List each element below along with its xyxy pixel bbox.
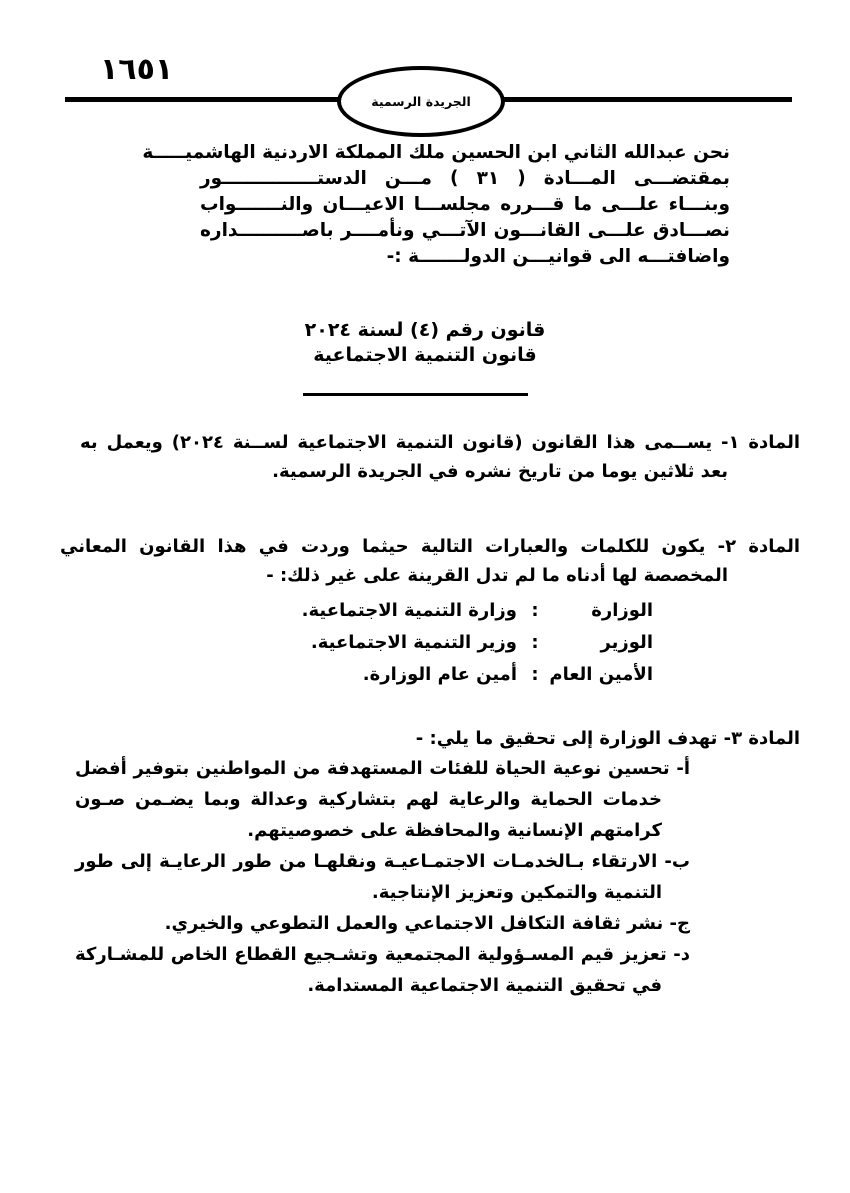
royal-preamble xyxy=(142,140,731,270)
article-2 xyxy=(60,532,800,590)
definition-colon: : xyxy=(531,664,539,685)
definition-meaning: وزير التنمية الاجتماعية. xyxy=(310,632,517,653)
definition-term: الأمين العام xyxy=(549,664,653,685)
preamble-line: نحن عبدالله الثاني ابن الحسين ملك المملكة الاردنية الهاشميـــــة xyxy=(142,142,730,163)
gazette-name: الجريدة الرسمية xyxy=(371,94,471,109)
preamble-line: بمقتضـــى المـــادة ( ٣١ ) مـــن الدستـــــــــــــــور xyxy=(200,168,731,189)
objective-item xyxy=(75,939,690,1001)
definition-row xyxy=(302,627,653,659)
definition-colon: : xyxy=(531,632,539,653)
objective-line: خدمات الحماية والرعاية لهم بتشاركية وعدالة وبما يضـمن صـون xyxy=(75,789,662,810)
article-line: المخصصة لها أدناه ما لم تدل القرينة على غير ذلك: - xyxy=(266,565,728,586)
objective-item xyxy=(75,753,690,846)
article-heading: المادة ٣- تهدف الوزارة إلى تحقيق ما يلي: - xyxy=(415,728,800,749)
law-name: قانون التنمية الاجتماعية xyxy=(313,344,537,366)
definition-term: الوزارة xyxy=(591,600,653,621)
page-number: ١٦٥١ xyxy=(100,52,174,87)
preamble-line: واضافتـــه الى قوانيـــن الدولـــــــة :- xyxy=(386,246,730,267)
definition-meaning: وزارة التنمية الاجتماعية. xyxy=(301,600,517,621)
objective-item xyxy=(75,908,690,939)
objective-item xyxy=(75,846,690,908)
objective-line: في تحقيق التنمية الاجتماعية المستدامة. xyxy=(307,975,662,996)
objective-line: أ- تحسين نوعية الحياة للفئات المستهدفة من المواطنين بتوفير أفضل xyxy=(75,758,690,779)
article-3 xyxy=(60,724,800,753)
law-number: قانون رقم (٤) لسنة ٢٠٢٤ xyxy=(304,319,546,341)
article-line: المادة ٢- يكون للكلمات والعبارات التالية حيثما وردت في هذا القانون المعاني xyxy=(60,536,800,557)
objective-line: ب- الارتقاء بـالخدمـات الاجتمـاعيـة ونقلهـا من طور الرعايـة إلى طور xyxy=(75,851,690,872)
definition-row xyxy=(302,659,653,691)
article-line: المادة ١- يســمى هذا القانون (قانون التنمية الاجتماعية لســنة ٢٠٢٤) ويعمل به xyxy=(80,432,800,453)
definition-row xyxy=(302,595,653,627)
definition-colon: : xyxy=(531,600,539,621)
law-title xyxy=(290,318,560,368)
preamble-line: نصـــادق علـــى القانـــون الآتـــي ونأمــــر باصــــــــــداره xyxy=(200,220,730,241)
definitions-list xyxy=(302,595,653,691)
objectives-list xyxy=(75,753,690,1001)
preamble-line: وبنـــاء علـــى ما قـــرره مجلســـا الاعيـــان والنـــــــواب xyxy=(200,194,730,215)
gazette-seal xyxy=(337,66,505,137)
definition-term: الوزير xyxy=(600,632,653,653)
objective-line: د- تعزيز قيم المسـؤولية المجتمعية وتشـجيع القطاع الخاص للمشـاركة xyxy=(75,944,690,965)
objective-line: ج- نشر ثقافة التكافل الاجتماعي والعمل التطوعي والخيري. xyxy=(164,913,690,934)
article-1 xyxy=(80,428,800,486)
objective-line: كرامتهم الإنسانية والمحافظة على خصوصيتهم. xyxy=(247,820,662,841)
article-line: بعد ثلاثين يوما من تاريخ نشره في الجريدة الرسمية. xyxy=(272,461,728,482)
objective-line: التنمية والتمكين وتعزيز الإنتاجية. xyxy=(371,882,662,903)
title-underline xyxy=(303,393,528,396)
definition-meaning: أمين عام الوزارة. xyxy=(362,664,517,685)
